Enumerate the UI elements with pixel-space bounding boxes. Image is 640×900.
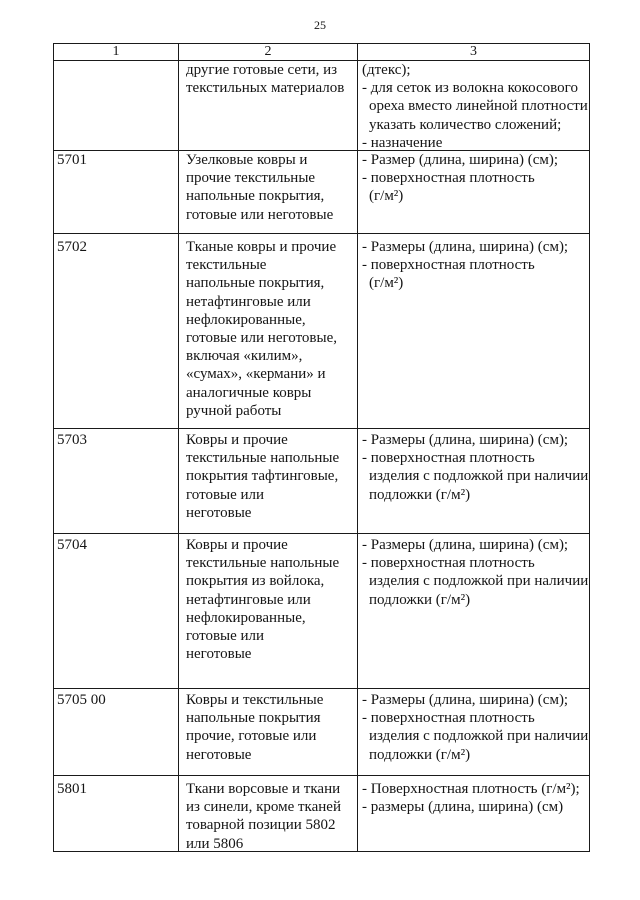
characteristic-line: - Поверхностная плотность (г/м²); bbox=[362, 781, 580, 797]
description-line: Ковры и прочие bbox=[186, 432, 288, 448]
cell-description bbox=[178, 61, 357, 150]
description-line: нефлокированные, bbox=[186, 311, 306, 328]
characteristic-item bbox=[362, 798, 589, 816]
description-line: Ковры и прочие bbox=[186, 537, 288, 553]
cell-characteristics bbox=[357, 689, 589, 775]
description-line: «сумах», «кермани» и bbox=[186, 366, 326, 383]
characteristic-line: (дтекс); bbox=[362, 62, 411, 78]
characteristic-line: изделия с подложкой при наличии bbox=[369, 573, 589, 590]
cell-description bbox=[178, 776, 357, 851]
characteristic-item bbox=[362, 238, 589, 256]
description-line: другие готовые сети, из bbox=[186, 62, 338, 78]
cell-characteristics bbox=[357, 534, 589, 688]
description-line: Тканые ковры и прочие bbox=[186, 239, 337, 255]
description-line: Узелковые ковры и bbox=[186, 152, 308, 168]
cell-code: 5701 bbox=[57, 152, 87, 168]
cell-description bbox=[178, 234, 357, 428]
characteristic-item bbox=[362, 691, 589, 709]
table-row bbox=[54, 533, 589, 688]
characteristic-line: - поверхностная плотность bbox=[362, 450, 535, 467]
description-line: напольные покрытия bbox=[186, 710, 321, 727]
description-line: нетафтинговые или bbox=[186, 591, 311, 608]
characteristic-line: указать количество сложений; bbox=[369, 116, 562, 133]
table-row bbox=[54, 150, 589, 233]
description-line: ручной работы bbox=[186, 402, 282, 419]
cell-description bbox=[178, 689, 357, 775]
characteristic-item bbox=[362, 256, 589, 292]
cell-characteristics bbox=[357, 776, 589, 851]
cell-characteristics bbox=[357, 61, 589, 150]
description-line: Ковры и текстильные bbox=[186, 692, 324, 708]
description-line: прочие текстильные bbox=[186, 170, 316, 187]
header-cell-column-2: 2 bbox=[178, 44, 357, 60]
characteristic-line: изделия с подложкой при наличии bbox=[369, 468, 589, 485]
description-line: неготовые bbox=[186, 646, 252, 663]
characteristic-line: - Размеры (длина, ширина) (см); bbox=[362, 432, 569, 448]
description-line: товарной позиции 5802 bbox=[186, 817, 336, 834]
cell-description bbox=[178, 534, 357, 688]
description-line: Ткани ворсовые и ткани bbox=[186, 781, 341, 797]
characteristic-line: - назначение bbox=[362, 134, 443, 151]
cell-code: 5703 bbox=[57, 432, 87, 448]
characteristic-item bbox=[362, 431, 589, 449]
description-line: текстильных материалов bbox=[186, 80, 345, 97]
characteristic-item bbox=[362, 780, 589, 798]
characteristic-line: - Размеры (длина, ширина) (см); bbox=[362, 239, 569, 255]
cell-code: 5702 bbox=[57, 239, 87, 255]
characteristic-line: - Размеры (длина, ширина) (см); bbox=[362, 692, 569, 708]
characteristic-item bbox=[362, 536, 589, 554]
cell-code bbox=[54, 61, 178, 150]
characteristic-line: - поверхностная плотность bbox=[362, 170, 535, 187]
data-table bbox=[53, 43, 590, 852]
description-line: покрытия тафтинговые, bbox=[186, 468, 339, 485]
characteristic-line: - поверхностная плотность bbox=[362, 710, 535, 727]
cell-code: 5704 bbox=[57, 537, 87, 553]
characteristic-line: - поверхностная плотность bbox=[362, 555, 535, 572]
description-line: нефлокированные, bbox=[186, 609, 306, 626]
table-row bbox=[54, 233, 589, 428]
header-cell-column-3: 3 bbox=[357, 44, 589, 60]
description-line: неготовые bbox=[186, 746, 252, 763]
characteristic-item bbox=[362, 151, 589, 169]
description-line: текстильные bbox=[186, 257, 267, 274]
characteristic-item bbox=[362, 79, 589, 134]
header-cell-column-1: 1 bbox=[112, 44, 120, 59]
characteristic-line: подложки (г/м²) bbox=[369, 591, 471, 608]
description-line: готовые или неготовые, bbox=[186, 330, 337, 347]
cell-code: 5705 00 bbox=[57, 692, 106, 708]
description-line: неготовые bbox=[186, 504, 252, 521]
cell-characteristics bbox=[357, 151, 589, 233]
characteristic-line: ореха вместо линейной плотности bbox=[369, 98, 588, 115]
table-row bbox=[54, 60, 589, 150]
description-line: нетафтинговые или bbox=[186, 293, 311, 310]
characteristic-line: - Размеры (длина, ширина) (см); bbox=[362, 537, 569, 553]
cell-characteristics bbox=[357, 429, 589, 533]
characteristic-line: - Размер (длина, ширина) (см); bbox=[362, 152, 559, 168]
characteristic-line: - размеры (длина, ширина) (см) bbox=[362, 799, 564, 816]
table-row bbox=[54, 688, 589, 775]
description-line: готовые или неготовые bbox=[186, 206, 334, 223]
description-line: текстильные напольные bbox=[186, 555, 340, 572]
characteristic-item bbox=[362, 61, 589, 79]
characteristic-line: изделия с подложкой при наличии bbox=[369, 728, 589, 745]
table-row bbox=[54, 428, 589, 533]
characteristic-line: (г/м²) bbox=[369, 188, 404, 205]
characteristic-item bbox=[362, 134, 589, 152]
table-row bbox=[54, 775, 589, 851]
description-line: или 5806 bbox=[186, 835, 244, 852]
characteristic-line: подложки (г/м²) bbox=[369, 746, 471, 763]
description-line: текстильные напольные bbox=[186, 450, 340, 467]
characteristic-item bbox=[362, 709, 589, 764]
description-line: аналогичные ковры bbox=[186, 384, 312, 401]
characteristic-item bbox=[362, 554, 589, 609]
description-line: из синели, кроме тканей bbox=[186, 799, 341, 816]
page-number: 25 bbox=[314, 18, 326, 32]
characteristic-line: подложки (г/м²) bbox=[369, 486, 471, 503]
description-line: напольные покрытия, bbox=[186, 188, 325, 205]
table-header-row bbox=[54, 44, 589, 60]
characteristic-line: (г/м²) bbox=[369, 275, 404, 292]
description-line: включая «килим», bbox=[186, 348, 303, 365]
description-line: покрытия из войлока, bbox=[186, 573, 325, 590]
characteristic-item bbox=[362, 449, 589, 504]
description-line: готовые или bbox=[186, 628, 265, 645]
description-line: готовые или bbox=[186, 486, 265, 503]
characteristic-line: - поверхностная плотность bbox=[362, 257, 535, 274]
cell-characteristics bbox=[357, 234, 589, 428]
cell-description bbox=[178, 151, 357, 233]
characteristic-line: - для сеток из волокна кокосового bbox=[362, 80, 578, 97]
cell-description bbox=[178, 429, 357, 533]
characteristic-item bbox=[362, 169, 589, 205]
description-line: прочие, готовые или bbox=[186, 728, 317, 745]
description-line: напольные покрытия, bbox=[186, 275, 325, 292]
cell-code: 5801 bbox=[57, 781, 87, 797]
